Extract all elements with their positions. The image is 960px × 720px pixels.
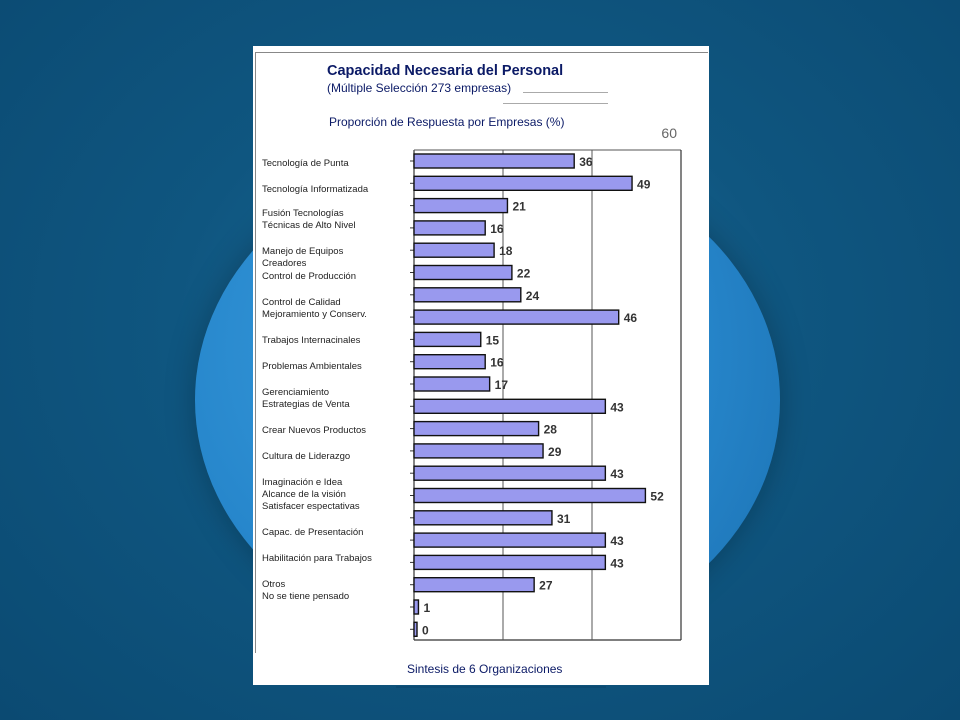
category-label: Alcance de la visión bbox=[262, 489, 346, 500]
bar bbox=[414, 266, 512, 280]
bar bbox=[414, 332, 481, 346]
bar bbox=[414, 622, 417, 636]
bar bbox=[414, 310, 619, 324]
bar-value-label: 24 bbox=[525, 288, 540, 303]
category-label: Estrategias de Venta bbox=[262, 399, 350, 410]
bar-chart bbox=[253, 46, 709, 685]
bar bbox=[414, 422, 539, 436]
bar bbox=[414, 221, 485, 235]
bar-value-label: 31 bbox=[556, 511, 571, 526]
category-label: Satisfacer espectativas bbox=[262, 501, 360, 512]
bar-value-label: 17 bbox=[494, 378, 509, 392]
bar bbox=[414, 533, 605, 547]
category-label: Tecnología de Punta bbox=[262, 158, 349, 169]
bar-value-label: 43 bbox=[610, 467, 624, 482]
category-label: Técnicas de Alto Nivel bbox=[262, 220, 356, 231]
chart-subtitle: (Múltiple Selección 273 empresas) bbox=[327, 81, 512, 95]
bar-value-label: 21 bbox=[512, 199, 526, 214]
bar-value-label: 18 bbox=[499, 244, 513, 259]
category-label: Imaginación e Idea bbox=[262, 477, 343, 488]
bar-value-label: 1 bbox=[423, 601, 431, 615]
x-axis-max-label: 60 bbox=[661, 125, 677, 141]
category-label: Mejoramiento y Conserv. bbox=[262, 309, 367, 320]
bar bbox=[414, 578, 534, 592]
category-label: Gerenciamiento bbox=[262, 387, 330, 398]
bar-value-label: 43 bbox=[610, 400, 624, 415]
category-label: Trabajos Internacinales bbox=[262, 335, 361, 346]
bar-value-label: 16 bbox=[490, 221, 504, 236]
category-label: Crear Nuevos Productos bbox=[262, 425, 367, 436]
bar-value-label: 27 bbox=[539, 578, 553, 593]
bar bbox=[414, 176, 632, 190]
category-label: Cultura de Liderazgo bbox=[262, 451, 351, 462]
x-axis-title: Proporción de Respuesta por Empresas (%) bbox=[329, 115, 565, 129]
bar bbox=[414, 355, 485, 369]
bar-value-label: 46 bbox=[623, 311, 638, 326]
bar-value-label: 36 bbox=[579, 155, 593, 169]
bar-value-label: 0 bbox=[422, 623, 429, 638]
category-label: Manejo de Equipos bbox=[262, 246, 344, 257]
bar bbox=[414, 555, 605, 569]
bar-value-label: 43 bbox=[610, 556, 624, 571]
category-label: Problemas Ambientales bbox=[262, 361, 362, 372]
category-label: No se tiene pensado bbox=[262, 591, 350, 602]
bar-value-label: 28 bbox=[543, 422, 557, 437]
bar bbox=[414, 399, 605, 413]
bar bbox=[414, 489, 645, 503]
bar-value-label: 22 bbox=[516, 266, 531, 281]
bar bbox=[414, 444, 543, 458]
chart-card bbox=[253, 46, 709, 685]
bar-value-label: 49 bbox=[637, 177, 651, 192]
bar bbox=[414, 154, 574, 168]
category-label: Control de Producción bbox=[262, 271, 356, 282]
chart-title: Capacidad Necesaria del Personal bbox=[327, 63, 564, 79]
bar bbox=[414, 288, 521, 302]
bar bbox=[414, 377, 490, 391]
category-label: Control de Calidad bbox=[262, 297, 341, 308]
bar-value-label: 15 bbox=[485, 333, 500, 348]
bar bbox=[414, 511, 552, 525]
category-label: Tecnología Informatizada bbox=[262, 184, 369, 195]
bar-value-label: 52 bbox=[650, 489, 664, 504]
bar bbox=[414, 600, 418, 614]
bar bbox=[414, 466, 605, 480]
footer-underline bbox=[396, 686, 606, 688]
bar-value-label: 16 bbox=[490, 355, 504, 370]
footer-caption: Sintesis de 6 Organizaciones bbox=[407, 662, 563, 676]
bar bbox=[414, 199, 507, 213]
category-label: Habilitación para Trabajos bbox=[262, 553, 372, 564]
category-label: Fusión Tecnologías bbox=[262, 208, 344, 219]
bar-value-label: 43 bbox=[610, 534, 624, 549]
category-label: Capac. de Presentación bbox=[262, 527, 364, 538]
category-label: Otros bbox=[262, 579, 286, 590]
bar bbox=[414, 243, 494, 257]
bar-value-label: 29 bbox=[548, 444, 562, 459]
category-label: Creadores bbox=[262, 258, 307, 269]
